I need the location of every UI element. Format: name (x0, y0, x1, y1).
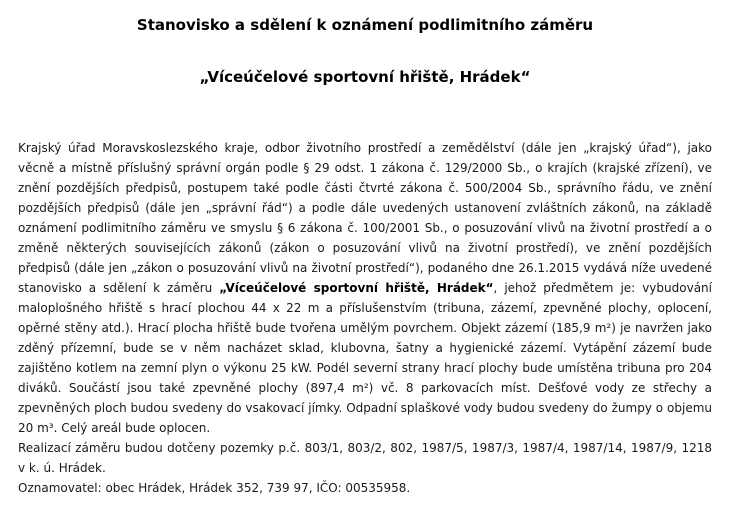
document-body (18, 138, 712, 498)
paragraph-main-text-after-bold: , jehož předmětem je: vybudování maloplošného hřiště s hrací plochou 44 x 22 m a příslušenstvím (tribuna, zázemí, zpevněné plochy, oplocení, opěrné stěny atd.). Hrací plocha hřiště bude tvořena umělým povrchem. Objekt zázemí (185,9 m²) je navržen jako zděný přízemní, bude se v něm nacházet sklad, klubovna, šatny a hygienické zázemí. Vytápění zázemí bude zajištěno kotlem na zemní plyn o výkonu 25 kW. Podél severní strany hrací plochy bude umístěna tribuna pro 204 diváků. Součástí jsou také zpevněné plochy (897,4 m²) vč. 8 parkovacích míst. Dešťové vody ze střechy a zpevněných ploch budou svedeny do vsakovací jímky. Odpadní splaškové vody budou svedeny do žumpy o objemu 20 m³. Celý areál bude oplocen. (18, 281, 712, 435)
document-title-line2: „Víceúčelové sportovní hřiště, Hrádek“ (199, 68, 531, 86)
paragraph-main (18, 138, 712, 438)
document-title-block (0, 16, 730, 86)
paragraph-main-text-before-bold: Krajský úřad Moravskoslezského kraje, odbor životního prostředí a zemědělství (dále jen „krajský úřad“), jako věcně a místně příslušný správní orgán podle § 29 odst. 1 zákona č. 129/2000 Sb., o krajích (krajské zřízení), ve znění pozdějších předpisů, postupem také podle části čtvrté zákona č. 500/2004 Sb., správního řádu, ve znění pozdějších předpisů (dále jen „správní řád“) a podle dále uvedených ustanovení zvláštních zákonů, na základě oznámení podlimitního záměru ve smyslu § 6 zákona č. 100/2001 Sb., o posuzování vlivů na životní prostředí a o změně některých souvisejících zákonů (zákon o posuzování vlivů na životní prostředí), ve znění pozdějších předpisů (dále jen „zákon o posuzování vlivů na životní prostředí“), podaného dne 26.1.2015 vydává níže uvedené stanovisko a sdělení k záměru (18, 141, 712, 295)
document-title-line1: Stanovisko a sdělení k oznámení podlimitního záměru (136, 16, 594, 34)
paragraph-parcels: Realizací záměru budou dotčeny pozemky p.č. 803/1, 803/2, 802, 1987/5, 1987/3, 1987/4, 1987/14, 1987/9, 1218 v k. ú. Hrádek. (18, 441, 712, 475)
project-name-bold: „Víceúčelové sportovní hřiště, Hrádek“ (219, 281, 494, 295)
paragraph-announcer: Oznamovatel: obec Hrádek, Hrádek 352, 739 97, IČO: 00535958. (18, 481, 411, 495)
